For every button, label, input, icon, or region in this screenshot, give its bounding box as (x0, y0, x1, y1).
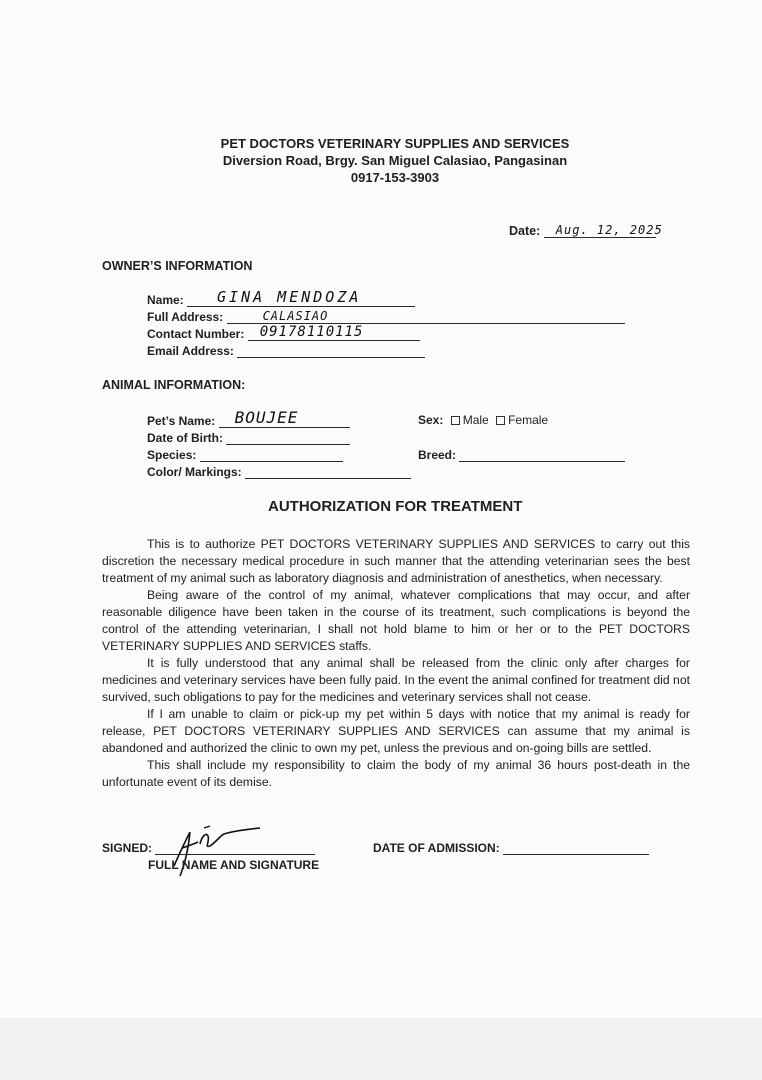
sex-label: Sex: (418, 413, 444, 427)
admission-label: DATE OF ADMISSION: (373, 841, 500, 855)
breed-label: Breed: (418, 448, 457, 462)
admission-line (503, 840, 649, 855)
authorization-title: AUTHORIZATION FOR TREATMENT (268, 498, 523, 515)
date-line (544, 223, 663, 238)
owner-name-label: Name: (147, 293, 184, 307)
owner-address-value: CALASIAO (262, 309, 329, 323)
species-field (147, 447, 343, 462)
authorization-paragraph: This is to authorize PET DOCTORS VETERINARY SUPPLIES AND SERVICES to carry out this discretion the necessary medical procedure in such manner that the attending veterinarian sees the best treatment of my animal such as laboratory diagnosis and administration of anesthetics, when necessary. (102, 537, 690, 585)
owner-address-line (227, 309, 625, 324)
owner-address-label: Full Address: (147, 310, 224, 324)
owner-info-heading: OWNER’S INFORMATION (102, 259, 253, 273)
female-label: Female (508, 413, 549, 427)
authorization-paragraph: If I am unable to claim or pick-up my pet within 5 days with notice that my animal is ready for release, PET DOCTORS VETERINARY SUPPLIES AND SERVICES can assume that my animal is abandoned and authorized the clinic to own my pet, unless the previous and on-going bills are settled. (102, 707, 690, 755)
authorization-paragraph: This shall include my responsibility to claim the body of my animal 36 hours post-death in the unfortunate event of its demise. (102, 758, 690, 789)
date-field (509, 223, 663, 238)
authorization-paragraph: Being aware of the control of my animal, whatever complications that may occur, and after reasonable diligence have been taken in the course of its treatment, such complications is beyond the control of the attending veterinarian, I shall not hold blame to him or her or to the PET DOCTORS VETERINARY SUPPLIES AND SERVICES staffs. (102, 588, 690, 653)
owner-name-field (147, 288, 415, 307)
pet-name-label: Pet’s Name: (147, 414, 216, 428)
clinic-name: PET DOCTORS VETERINARY SUPPLIES AND SERVICES (220, 136, 570, 151)
signed-label: SIGNED: (102, 841, 153, 855)
contact-number-field (147, 326, 420, 341)
owner-address-field (147, 309, 625, 324)
authorization-paragraph: It is fully understood that any animal shall be released from the clinic only after charges for medicines and veterinary services have been fully paid. In the event the animal confined for treatment did not survived, such obligations to pay for the medicines and veterinary services shall not cease. (102, 656, 690, 704)
female-checkbox (496, 416, 505, 425)
color-markings-label: Color/ Markings: (147, 465, 242, 479)
dob-field (147, 430, 350, 445)
male-label: Male (462, 413, 489, 427)
clinic-header (0, 135, 762, 186)
pet-name-field (147, 408, 350, 428)
dob-label: Date of Birth: (147, 431, 223, 445)
email-field (147, 343, 425, 358)
breed-field (418, 447, 625, 462)
email-label: Email Address: (147, 344, 234, 358)
species-line (200, 447, 343, 462)
sex-field (418, 413, 548, 427)
clinic-address: Diversion Road, Brgy. San Miguel Calasiao, Pangasinan (222, 153, 568, 168)
contact-number-label: Contact Number: (147, 327, 245, 341)
color-markings-line (245, 464, 411, 479)
species-label: Species: (147, 448, 197, 462)
authorization-body (102, 536, 690, 791)
scan-bottom-edge (0, 1018, 762, 1080)
email-line (237, 343, 425, 358)
breed-line (459, 447, 625, 462)
clinic-phone: 0917-153-3903 (350, 170, 440, 185)
date-of-admission-field (373, 840, 649, 855)
pet-name-line (219, 408, 350, 428)
owner-name-value: GINA MENDOZA (217, 288, 362, 306)
contact-number-line (248, 326, 420, 341)
male-checkbox (451, 416, 460, 425)
animal-info-heading: ANIMAL INFORMATION: (102, 378, 246, 392)
date-label: Date: (509, 224, 541, 238)
dob-line (226, 430, 350, 445)
pet-name-value: BOUJEE (234, 408, 299, 427)
color-markings-field (147, 464, 411, 479)
owner-name-line (187, 288, 415, 307)
signature-caption: FULL NAME AND SIGNATURE (148, 858, 320, 872)
contact-number-value: 09178110115 (259, 324, 364, 340)
date-value: Aug. 12, 2025 (555, 223, 663, 237)
